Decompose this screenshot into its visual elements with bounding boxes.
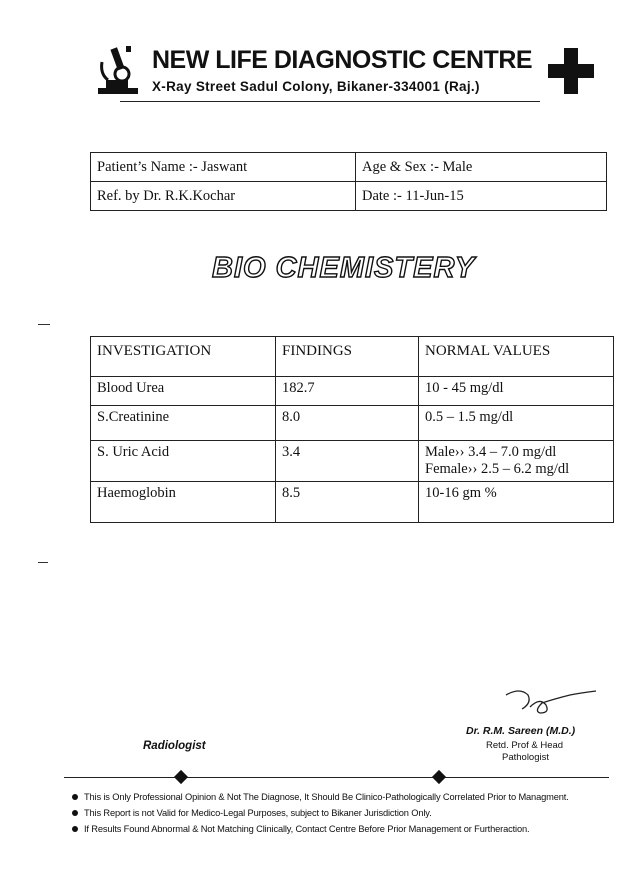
footer-note-text: This Report is not Valid for Medico-Legal Purposes, subject to Bikaner Jurisdiction Only.	[84, 808, 432, 818]
section-title: BIO CHEMISTERY	[212, 252, 476, 284]
margin-mark	[38, 562, 48, 563]
normal-value-cell: 10-16 gm %	[419, 482, 614, 523]
report-date: Date :- 11-Jun-15	[356, 182, 607, 211]
radiologist-label: Radiologist	[143, 740, 206, 752]
diamond-ornament-icon	[174, 770, 188, 784]
table-row	[91, 441, 614, 482]
finding-cell: 8.0	[276, 406, 419, 441]
pathologist-name: Dr. R.M. Sareen (M.D.)	[466, 725, 576, 737]
column-header: INVESTIGATION	[91, 337, 276, 377]
patient-row-2	[91, 182, 607, 211]
footer-divider	[64, 777, 609, 778]
results-header-row	[91, 337, 614, 377]
medical-cross-icon	[548, 48, 594, 94]
referring-doctor: Ref. by Dr. R.K.Kochar	[91, 182, 356, 211]
normal-value-female: Female›› 2.5 – 6.2 mg/dl	[425, 461, 570, 477]
table-row	[91, 406, 614, 441]
patient-age-sex: Age & Sex :- Male	[356, 153, 607, 182]
finding-cell: 3.4	[276, 441, 419, 482]
centre-name: NEW LIFE DIAGNOSTIC CENTRE	[152, 46, 533, 74]
table-row	[91, 482, 614, 523]
patient-name: Patient’s Name :- Jaswant	[91, 153, 356, 182]
normal-value-male: Male›› 3.4 – 7.0 mg/dl	[425, 444, 557, 460]
investigation-cell: Blood Urea	[91, 377, 276, 406]
finding-cell: 8.5	[276, 482, 419, 523]
finding-cell: 182.7	[276, 377, 419, 406]
investigation-cell: Haemoglobin	[91, 482, 276, 523]
handwritten-signature	[500, 683, 600, 723]
bullet-icon	[72, 810, 78, 816]
pathologist-role: Pathologist	[502, 752, 550, 763]
centre-address: X-Ray Street Sadul Colony, Bikaner-334001 (Raj.)	[152, 79, 480, 94]
header-divider	[120, 101, 540, 102]
footer-note-text: This is Only Professional Opinion & Not The Diagnose, It Should Be Clinico-Pathologically Correlated Prior to Managment.	[84, 792, 569, 802]
footer-note	[72, 821, 569, 837]
footer-notes	[72, 789, 569, 837]
normal-value-cell	[419, 441, 614, 482]
diamond-ornament-icon	[432, 770, 446, 784]
footer-note-text: If Results Found Abnormal & Not Matching Clinically, Contact Centre Before Prior Management or Furtheraction.	[84, 824, 530, 834]
column-header: FINDINGS	[276, 337, 419, 377]
bullet-icon	[72, 794, 78, 800]
results-table	[90, 336, 614, 523]
normal-value-cell: 10 - 45 mg/dl	[419, 377, 614, 406]
table-row	[91, 377, 614, 406]
microscope-logo-icon	[96, 44, 140, 96]
footer-note	[72, 805, 569, 821]
bullet-icon	[72, 826, 78, 832]
investigation-cell: S. Uric Acid	[91, 441, 276, 482]
pathologist-title: Retd. Prof & Head	[486, 740, 564, 751]
footer-note	[72, 789, 569, 805]
investigation-cell: S.Creatinine	[91, 406, 276, 441]
margin-mark	[38, 324, 50, 325]
normal-value-cell: 0.5 – 1.5 mg/dl	[419, 406, 614, 441]
patient-row-1	[91, 153, 607, 182]
column-header: NORMAL VALUES	[419, 337, 614, 377]
patient-info-table	[90, 152, 607, 211]
